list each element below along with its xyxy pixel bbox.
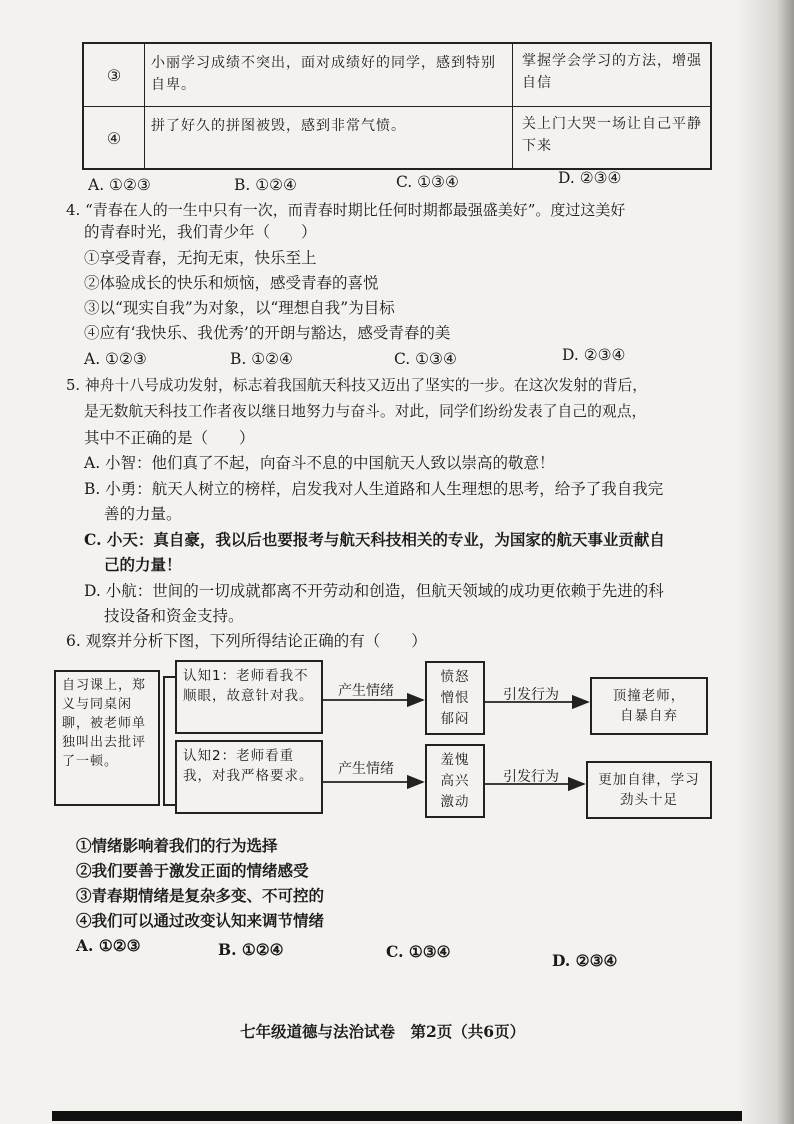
arrow-label-emotion-2: 产生情绪 bbox=[338, 761, 394, 777]
q5-stem-line3: 其中不正确的是（ ） bbox=[84, 429, 255, 447]
q3-option-a: A. ①②③ bbox=[88, 176, 151, 194]
q5-option-a: A. 小智：他们真了不起，向奋斗不息的中国航天人致以崇高的敬意！ bbox=[84, 454, 555, 472]
q3-option-b: B. ①②④ bbox=[234, 176, 297, 194]
q4-option-c: C. ①③④ bbox=[394, 350, 457, 368]
q4-option-a: A. ①②③ bbox=[84, 350, 147, 368]
q4-item: ②体验成长的快乐和烦恼，感受青春的喜悦 bbox=[84, 274, 379, 292]
emotion-2-box: 羞愧高兴激动 bbox=[425, 744, 485, 818]
q6-option-a: A. ①②③ bbox=[76, 936, 141, 955]
table-cell-advice: 关上门大哭一场让自己平静下来 bbox=[522, 116, 702, 154]
q5-option-c-line1: C. 小天：真自豪，我以后也要报考与航天科技相关的专业，为国家的航天事业贡献自 bbox=[84, 530, 665, 549]
q4-option-d: D. ②③④ bbox=[562, 346, 626, 364]
cognition-2-box: 认知2：老师看重我，对我严格要求。 bbox=[175, 740, 323, 814]
q4-option-b: B. ①②④ bbox=[230, 350, 293, 368]
table-cell-situation: 拼了好久的拼图被毁，感到非常气愤。 bbox=[145, 107, 513, 169]
arrow-label-emotion-1: 产生情绪 bbox=[338, 683, 394, 699]
q4-item: ③以“现实自我”为对象，以“理想自我”为目标 bbox=[84, 299, 395, 317]
table-cell-advice: 掌握学会学习的方法，增强自信 bbox=[522, 53, 702, 91]
event-box: 自习课上，郑义与同桌闲聊，被老师单独叫出去批评了一顿。 bbox=[54, 670, 160, 806]
q5-stem-line2: 是无数航天科技工作者夜以继日地努力与奋斗。对此，同学们纷纷发表了自己的观点， bbox=[84, 403, 647, 420]
q5-stem-line1: 5. 神舟十八号成功发射，标志着我国航天科技又迈出了坚实的一步。在这次发射的背后， bbox=[66, 377, 648, 394]
cognition-1-box: 认知1：老师看我不顺眼，故意针对我。 bbox=[175, 660, 323, 734]
q6-item: ③青春期情绪是复杂多变、不可控的 bbox=[76, 886, 325, 905]
q5-option-c-line2: 己的力量！ bbox=[104, 555, 182, 574]
scan-bottom-edge bbox=[52, 1111, 742, 1121]
table-cell-situation: 小丽学习成绩不突出，面对成绩好的同学，感到特别自卑。 bbox=[145, 44, 513, 106]
q4-item: ④应有‘我快乐、我优秀’的开朗与豁达，感受青春的美 bbox=[84, 324, 451, 342]
behavior-1-box: 顶撞老师，自暴自弃 bbox=[590, 677, 708, 735]
q6-item: ②我们要善于激发正面的情绪感受 bbox=[76, 861, 309, 880]
q3-option-c: C. ①③④ bbox=[396, 173, 459, 191]
behavior-2-box: 更加自律，学习劲头十足 bbox=[586, 761, 712, 819]
q5-option-d-line1: D. 小航：世间的一切成就都离不开劳动和创造，但航天领域的成功更依赖于先进的科 bbox=[84, 582, 664, 600]
page-footer: 七年级道德与法治试卷 第2页（共6页） bbox=[240, 1022, 526, 1041]
emotion-1-box: 愤怒憎恨郁闷 bbox=[425, 661, 485, 735]
q5-option-b-line2: 善的力量。 bbox=[104, 505, 182, 523]
q6-item: ①情绪影响着我们的行为选择 bbox=[76, 836, 278, 855]
arrow-label-behavior-2: 引发行为 bbox=[503, 769, 559, 785]
q5-option-b-line1: B. 小勇：航天人树立的榜样，启发我对人生道路和人生理想的思考，给予了我自我完 bbox=[84, 480, 664, 498]
q4-stem-line2: 的青春时光，我们青少年（ ） bbox=[84, 223, 317, 241]
q4-item: ①享受青春，无拘无束，快乐至上 bbox=[84, 249, 317, 267]
q6-option-b: B. ①②④ bbox=[218, 940, 284, 959]
q4-stem-line1: 4. “青春在人的一生中只有一次，而青春时期比任何时期都最强盛美好”。度过这美好 bbox=[66, 201, 626, 219]
q6-item: ④我们可以通过改变认知来调节情绪 bbox=[76, 911, 325, 930]
q3-option-d: D. ②③④ bbox=[558, 169, 622, 187]
table-cell-number: ④ bbox=[84, 107, 145, 169]
table-cell-number: ③ bbox=[84, 44, 145, 106]
q6-stem: 6. 观察并分析下图，下列所得结论正确的有（ ） bbox=[66, 632, 427, 650]
scan-edge-shadow bbox=[736, 0, 794, 1124]
q6-option-d: D. ②③④ bbox=[552, 951, 618, 970]
arrow-label-behavior-1: 引发行为 bbox=[503, 687, 559, 703]
q5-option-d-line2: 技设备和资金支持。 bbox=[104, 607, 244, 625]
q6-option-c: C. ①③④ bbox=[386, 942, 451, 961]
